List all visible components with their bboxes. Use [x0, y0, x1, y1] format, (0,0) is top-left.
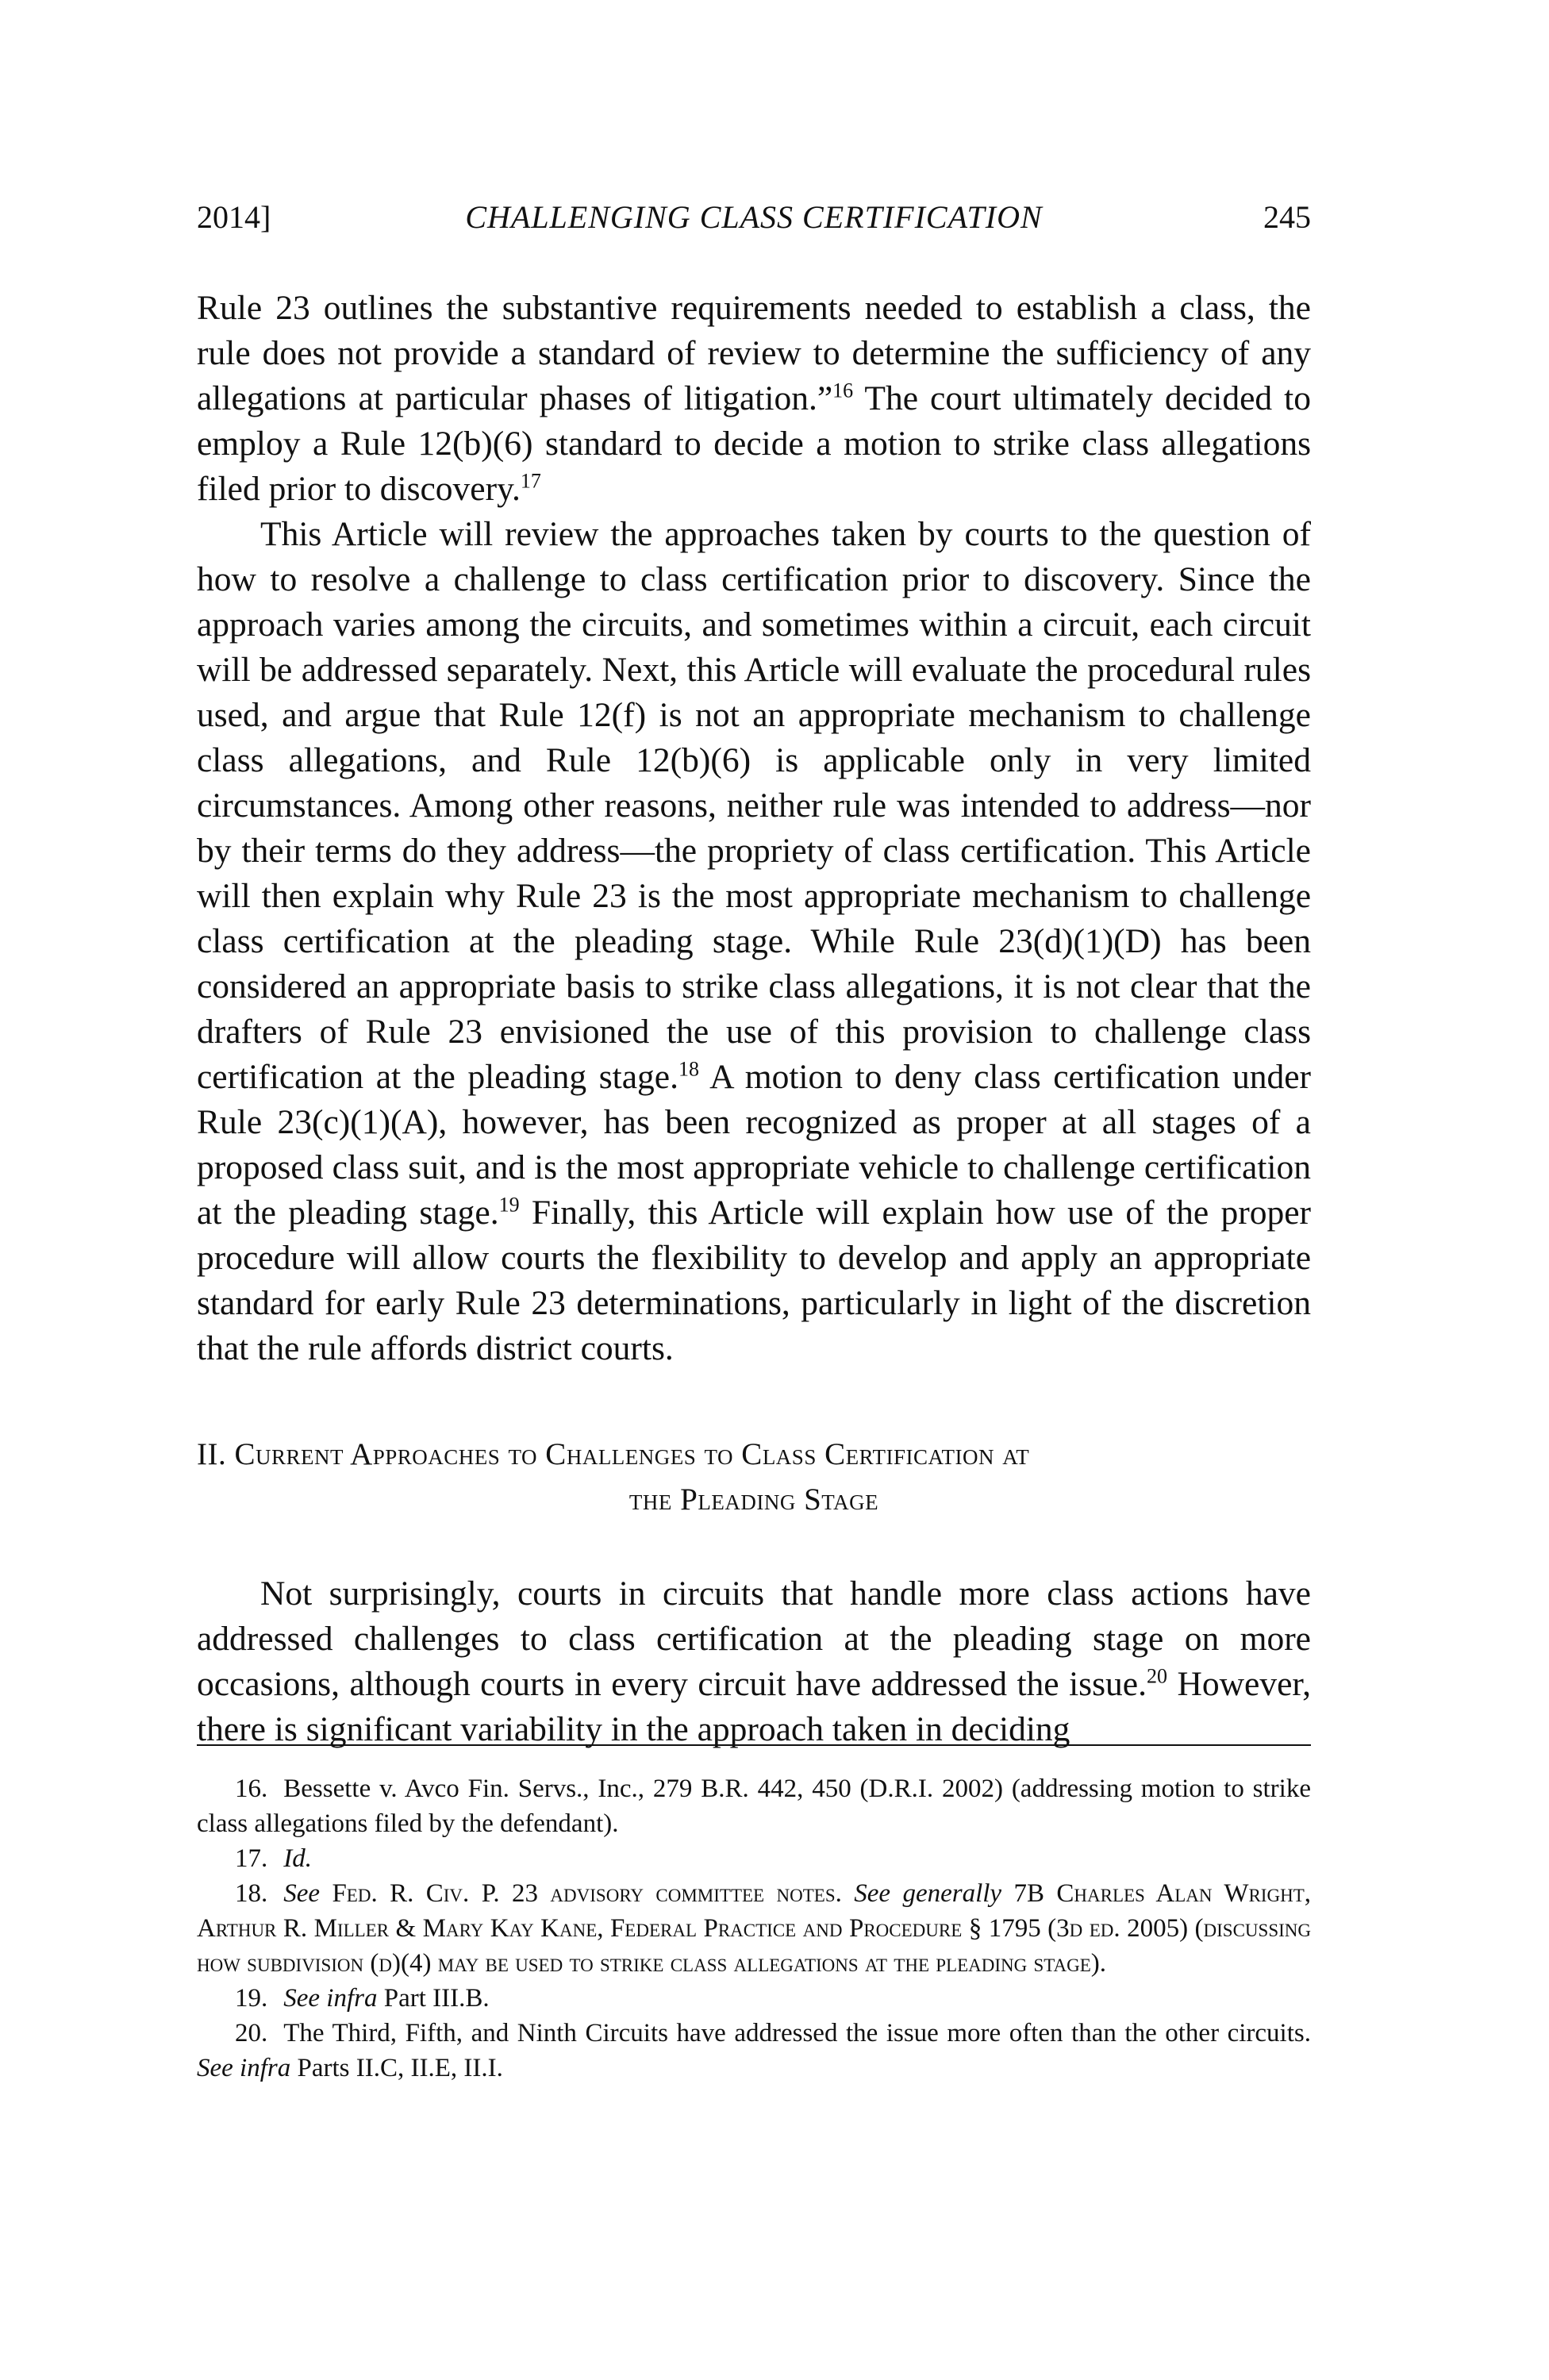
- running-header: [197, 198, 1311, 246]
- text-run: This Article will review the approaches taken by courts to the question of how to resolve a challenge to class certification prior to discovery. Since the approach varies among the circuits, and sometimes within a circuit, each circuit will be addressed separately. Next, this Article will evaluate the procedural rules used, and argue that Rule 12(f) is not an appropriate mechanism to challenge class allegations, and Rule 12(b)(6) is applicable only in very limited circumstances. Among other reasons, neither rule was intended to address—nor by their terms do they address—the propriety of class certification. This Article will then explain why Rule 23 is the most appropriate mechanism to challenge class certification at the pleading stage. While Rule 23(d)(1)(D) has been considered an appropriate basis to strike class allegations, it is not clear that the drafters of Rule 23 envisioned the use of this provision to challenge class certification at the pleading stage.: [197, 515, 1311, 1096]
- text-run: Rule 23 outlines the substantive requirements needed to establish a class, the rule does not provide a standard of review to determine the sufficiency of any allegations at particular phases of litigation.”: [197, 289, 1311, 417]
- footnotes: [197, 1771, 1311, 2086]
- footnote-number: 18.: [235, 1879, 268, 1908]
- footnote-text: Id.: [283, 1844, 312, 1873]
- body-text: [197, 286, 1311, 1752]
- section-heading: [197, 1432, 1311, 1522]
- paragraph-3: [197, 1571, 1311, 1752]
- footnote-ref-16: 16: [832, 379, 854, 402]
- footnote-19: [197, 1981, 1311, 2016]
- footnote-number: 20.: [235, 2019, 268, 2047]
- footnote-text: Part III.B.: [377, 1984, 490, 2013]
- footnote-text: Bessette v. Avco Fin. Servs., Inc., 279 B.R. 442, 450 (D.R.I. 2002) (addressing motion to strike class allegations filed by the defendant).: [197, 1774, 1311, 1838]
- text-run: However, there is significant variability in the approach taken in deciding: [197, 1665, 1312, 1748]
- header-title: CHALLENGING CLASS CERTIFICATION: [465, 199, 1043, 235]
- paragraph-1: [197, 286, 1311, 512]
- footnote-ref-20: 20: [1146, 1664, 1167, 1688]
- footnote-number: 17.: [235, 1844, 268, 1873]
- section-heading-line-1: II. Current Approaches to Challenges to Class Certification at: [197, 1437, 1030, 1471]
- footnote-ref-19: 19: [498, 1193, 520, 1217]
- text-run: Finally, this Article will explain how use of the proper procedure will allow courts the flexibility to develop and apply an appropriate standard for early Rule 23 determinations, particularly in light of the discretion that the rule affords district courts.: [197, 1194, 1312, 1367]
- page-number: 245: [1263, 199, 1311, 235]
- footnote-20: [197, 2016, 1311, 2086]
- signal-see: See: [283, 1879, 321, 1908]
- signal-see-infra: See infra: [283, 1984, 378, 2013]
- section-heading-line-2: the Pleading Stage: [628, 1482, 879, 1517]
- text-run: A motion to deny class certification under Rule 23(c)(1)(A), however, has been recognized as proper at all stages of a proposed class suit, and is the most appropriate vehicle to challenge certification at the pleading stage.: [197, 1058, 1311, 1232]
- footnote-16: [197, 1771, 1311, 1841]
- footnote-divider: [197, 1744, 1311, 1746]
- footnote-18: [197, 1876, 1311, 1981]
- signal-see-generally: See generally: [854, 1879, 1002, 1908]
- footnote-number: 19.: [235, 1984, 268, 2013]
- footnote-text: Parts II.C, II.E, II.I.: [290, 2054, 503, 2082]
- signal-see-infra: See infra: [197, 2054, 291, 2082]
- footnote-ref-17: 17: [520, 469, 541, 493]
- footnote-17: [197, 1841, 1311, 1876]
- footnote-text: Fed. R. Civ. P. 23 advisory committee notes.: [320, 1879, 855, 1908]
- footnote-number: 16.: [235, 1774, 268, 1803]
- text-run: Not surprisingly, courts in circuits that handle more class actions have addressed challenges to class certification at the pleading stage on more occasions, although courts in every circuit have addressed the issue.: [197, 1574, 1311, 1703]
- text-run: The court ultimately decided to employ a Rule 12(b)(6) standard to decide a motion to strike class allegations filed prior to discovery.: [197, 379, 1311, 508]
- paragraph-2: [197, 512, 1311, 1371]
- footnote-text: The Third, Fifth, and Ninth Circuits have addressed the issue more often than the other circuits.: [283, 2019, 1311, 2047]
- footnote-text: 7B Charles Alan Wright, Arthur R. Miller & Mary Kay Kane, Federal Practice and Procedure § 1795 (3d ed. 2005) (discussing how subdivision (d)(4) may be used to strike class allegations at the pleading stage).: [197, 1879, 1311, 1978]
- footnote-ref-18: 18: [678, 1057, 699, 1081]
- header-year: 2014]: [197, 199, 271, 235]
